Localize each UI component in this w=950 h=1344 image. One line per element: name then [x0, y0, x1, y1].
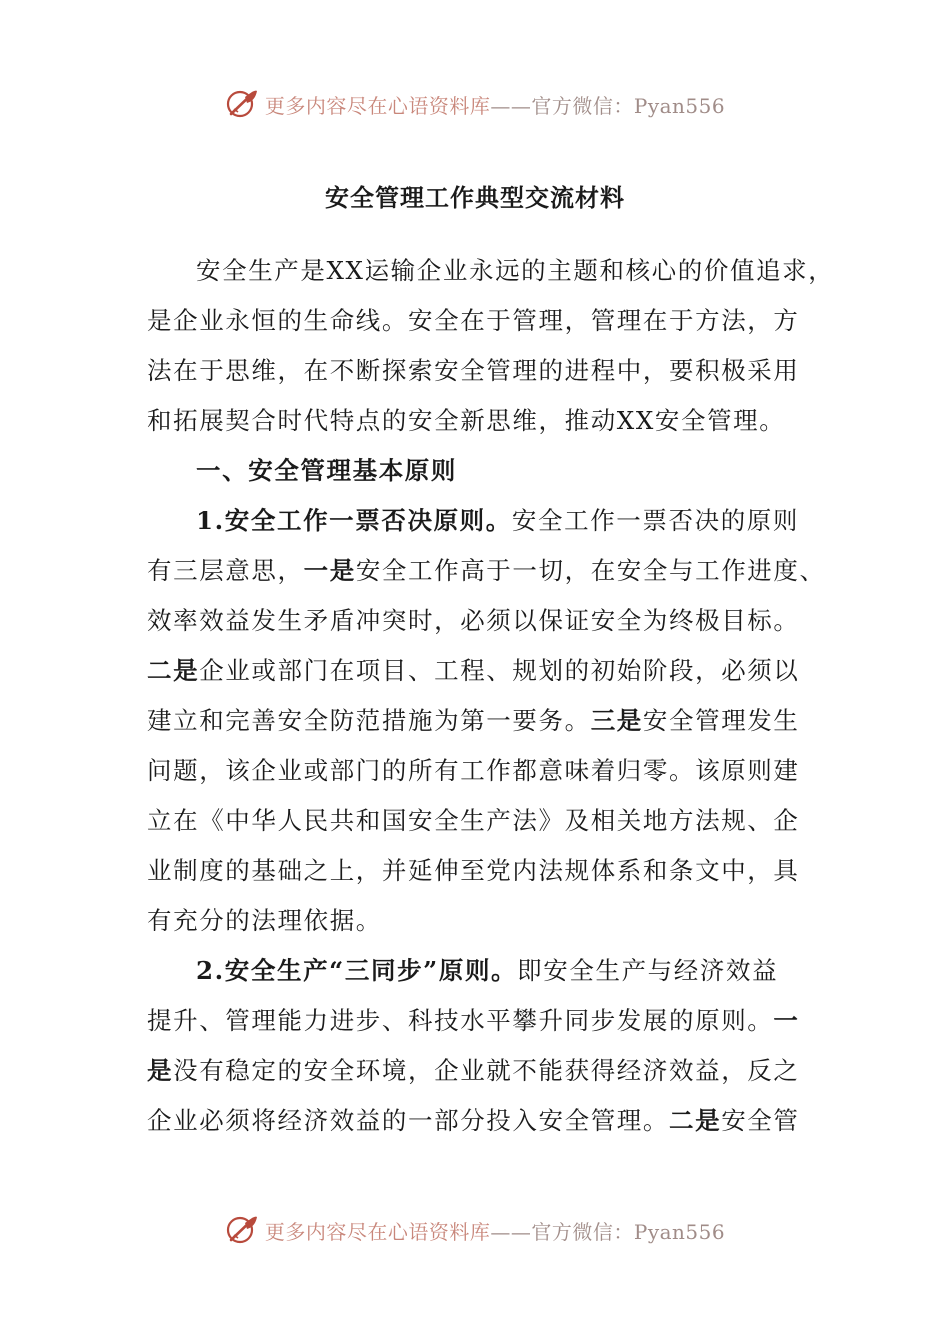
paragraph-line: 有三层意思，一是安全工作高于一切，在安全与工作进度、 [147, 556, 826, 585]
paragraph-line: 立在《中华人民共和国安全生产法》及相关地方法规、企 [147, 806, 800, 835]
paragraph-line: 建立和完善安全防范措施为第一要务。三是安全管理发生 [147, 706, 800, 735]
paragraph-line: 效率效益发生矛盾冲突时，必须以保证安全为终极目标。 [147, 606, 800, 635]
section-heading: 一、安全管理基本原则 [196, 456, 457, 485]
quill-pen-logo-icon [225, 87, 259, 121]
document-body [147, 246, 835, 1146]
paragraph-line: 是没有稳定的安全环境，企业就不能获得经济效益，反之 [147, 1056, 800, 1085]
principle-heading: 1.安全工作一票否决原则。 [196, 506, 512, 535]
paragraph-line: 1.安全工作一票否决原则。安全工作一票否决的原则 [196, 506, 799, 535]
paragraph-line: 和拓展契合时代特点的安全新思维，推动XX安全管理。 [147, 406, 786, 435]
paragraph-line: 是企业永恒的生命线。安全在于管理，管理在于方法，方 [147, 306, 800, 335]
paragraph-line: 二是企业或部门在项目、工程、规划的初始阶段，必须以 [147, 656, 800, 685]
footer-watermark [0, 1210, 950, 1250]
paragraph-line: 企业必须将经济效益的一部分投入安全管理。二是安全管 [147, 1106, 800, 1135]
paragraph-line: 法在于思维，在不断探索安全管理的进程中，要积极采用 [147, 356, 800, 385]
principle-heading: 2.安全生产“三同步”原则。 [196, 956, 518, 985]
paragraph-line: 提升、管理能力进步、科技水平攀升同步发展的原则。一 [147, 1006, 800, 1035]
paragraph-line: 问题，该企业或部门的所有工作都意味着归零。该原则建 [147, 756, 800, 785]
header-watermark-text: 更多内容尽在心语资料库——官方微信：Pyan556 [264, 93, 726, 118]
footer-watermark-text: 更多内容尽在心语资料库——官方微信：Pyan556 [264, 1219, 726, 1244]
paragraph-line: 2.安全生产“三同步”原则。即安全生产与经济效益 [196, 956, 779, 985]
paragraph-line: 安全生产是XX运输企业永远的主题和核心的价值追求， [196, 256, 835, 285]
paragraph-line: 业制度的基础之上，并延伸至党内法规体系和条文中，具 [147, 856, 800, 885]
paragraph-line: 有充分的法理依据。 [147, 906, 382, 935]
header-watermark [0, 84, 950, 124]
quill-pen-logo-icon [225, 1213, 259, 1247]
document-title: 安全管理工作典型交流材料 [325, 183, 625, 212]
